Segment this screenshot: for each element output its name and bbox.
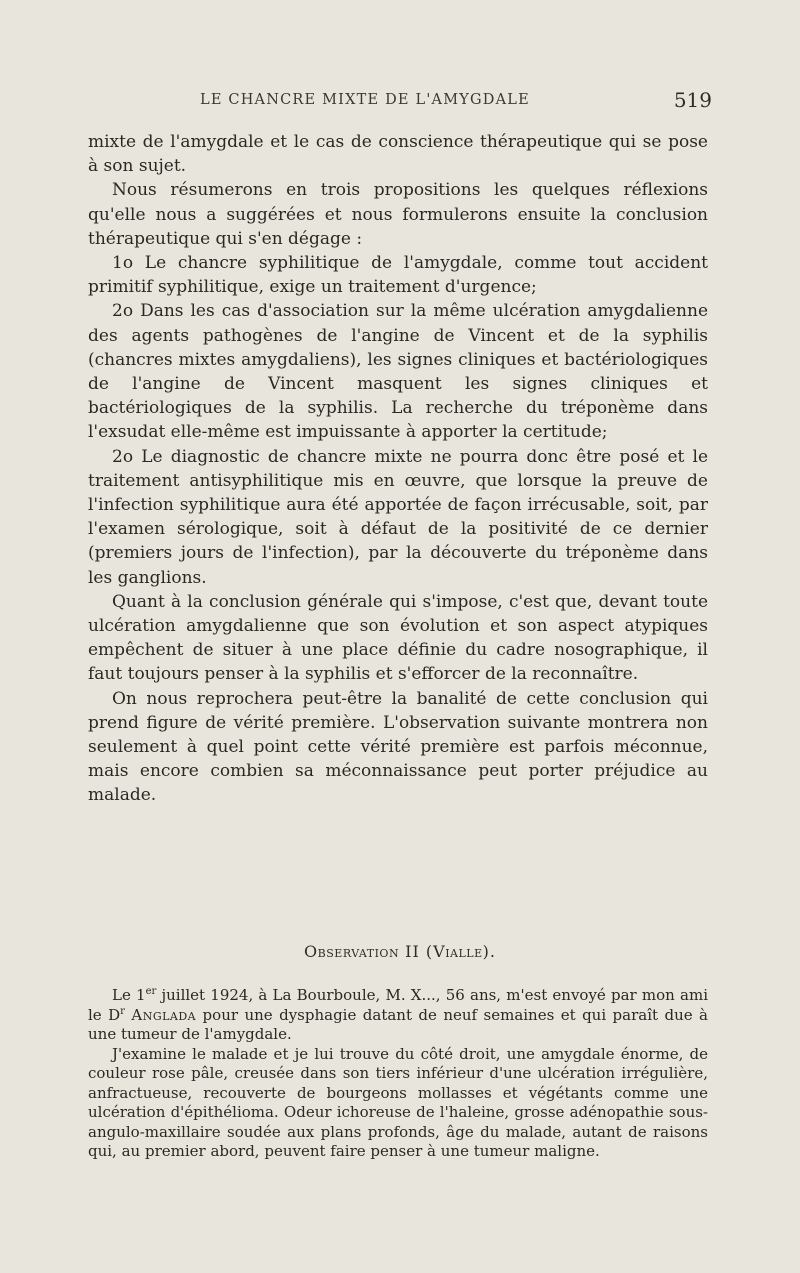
observation-heading: Observation II (Vialle). <box>304 942 496 961</box>
observation-text <box>88 986 708 1162</box>
main-text <box>88 130 708 808</box>
paragraph-numbered: 2o Dans les cas d'association sur la même ulcération amygdalienne des agents pathogènes de l'angine de Vincent et de la syphilis (chancres mixtes amygdaliens), les signes cliniques et bactériologiques de l'angine de Vincent masquent les signes cliniques et bactériologiques de la syphilis. La recherche du tréponème dans l'exsudat elle-même est impuissante à apporter la certitude; <box>88 301 708 443</box>
paragraph: J'examine le malade et je lui trouve du côté droit, une amygdale énorme, de couleur rose pâle, creusée dans son tiers inférieur d'une ulcération irrégulière, anfractueuse, recouverte de bourgeons mollasses et végétants comme une ulcération d'épithélioma. Odeur ichoreuse de l'haleine, grosse adénopathie sous-angulo-maxillaire soudée aux plans profonds, âge du malade, autant de raisons qui, au premier abord, peuvent faire penser à une tumeur maligne. <box>88 1044 708 1160</box>
item-number: 2o <box>112 446 134 467</box>
running-title: LE CHANCRE MIXTE DE L'AMYGDALE <box>200 92 530 108</box>
paragraph: Nous résumerons en trois propositions les quelques réflexions qu'elle nous a suggérées et nous formulerons ensuite la conclusion thérapeutique qui s'en dégage : <box>88 180 708 249</box>
item-number: 1o <box>112 253 134 274</box>
paragraph: mixte de l'amygdale et le cas de conscience thérapeutique qui se pose à son sujet. <box>88 132 708 177</box>
running-head <box>200 88 712 114</box>
doctor-name: Anglada <box>131 1005 197 1024</box>
paragraph: On nous reprochera peut-être la banalité de cette conclusion qui prend figure de vérité première. L'observation suivante montrera non seulement à quel point cette vérité première est parfois méconnue, mais encore combien sa méconnaissance peut porter préjudice au malade. <box>88 688 708 806</box>
paragraph: Le 1er juillet 1924, à La Bourboule, M. X..., 56 ans, m'est envoyé par mon ami le $D^r$ Anglada pour une dysphagie datant de neuf semaines et qui paraît due à une tumeur de l'amygdale. <box>88 986 708 1043</box>
page-number: 519 <box>673 88 712 112</box>
paragraph-numbered: 2o Le diagnostic de chancre mixte ne pourra donc être posé et le traitement antisyphilitique mis en œuvre, que lorsque la preuve de l'infection syphilitique aura été apportée de façon irrécusable, soit, par l'examen sérologique, soit à défaut de la positivité de ce dernier (premiers jours de l'infection), par la découverte du tréponème dans les ganglions. <box>88 446 709 588</box>
item-number: 2o <box>112 301 134 322</box>
paragraph: Quant à la conclusion générale qui s'impose, c'est que, devant toute ulcération amygdalienne que son évolution et son aspect atypiques empêchent de situer à une place définie du cadre nosographique, il faut toujours penser à la syphilis et s'efforcer de la reconnaître. <box>88 591 708 685</box>
paragraph-numbered: 1o Le chancre syphilitique de l'amygdale, comme tout accident primitif syphilitique, exige un traitement d'urgence; <box>88 253 708 298</box>
